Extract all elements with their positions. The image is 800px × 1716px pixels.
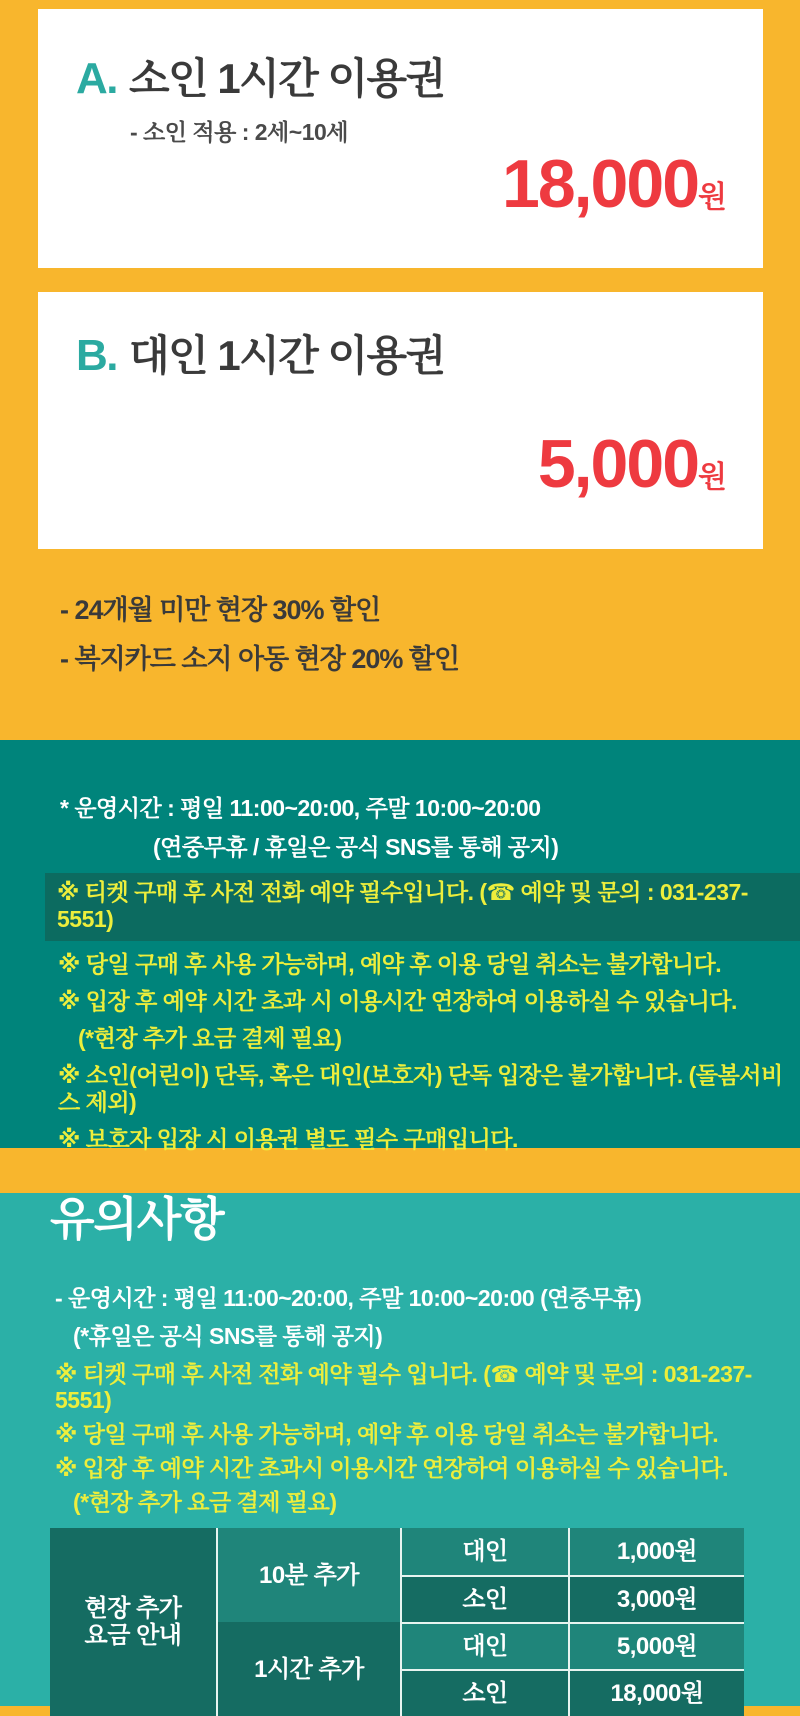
ticket-letter-b: B. xyxy=(76,331,117,380)
table-header-line1: 현장 추가 xyxy=(84,1595,182,1622)
notice-line: ※ 입장 후 예약 시간 초과 시 이용시간 연장하여 이용하실 수 있습니다. xyxy=(58,988,737,1014)
price-cell: 5,000원 xyxy=(568,1622,744,1669)
table-header-cell xyxy=(50,1528,216,1716)
phone-reservation-highlight-row xyxy=(45,873,800,941)
caution-line: ※ 당일 구매 후 사용 가능하며, 예약 후 이용 당일 취소는 불가합니다. xyxy=(55,1421,719,1447)
notice-line: ※ 소인(어린이) 단독, 혹은 대인(보호자) 단독 입장은 불가합니다. (돌봄서비스 제외) xyxy=(58,1062,783,1115)
pricing-section xyxy=(0,0,800,740)
operating-hours-line: * 운영시간 : 평일 11:00~20:00, 주말 10:00~20:00 xyxy=(60,795,541,821)
price-cell: 18,000원 xyxy=(568,1669,744,1716)
price-unit: 원 xyxy=(698,181,727,214)
ticket-title-row xyxy=(38,292,763,380)
duration-cell-10min: 10분 추가 xyxy=(216,1528,400,1622)
price-row xyxy=(38,426,763,517)
ticket-card-b xyxy=(38,292,763,549)
table-header-line2: 요금 안내 xyxy=(84,1622,182,1649)
who-cell: 대인 xyxy=(400,1622,568,1669)
ticket-price: 5,000 xyxy=(537,426,699,502)
phone-reservation-highlight: ※ 티켓 구매 후 사전 전화 예약 필수입니다. (☎ 예약 및 문의 : 031-237-5551) xyxy=(45,873,800,941)
ticket-title: 소인 1시간 이용권 xyxy=(129,55,445,102)
who-cell: 소인 xyxy=(400,1669,568,1716)
ticket-letter-a: A. xyxy=(76,54,117,103)
price-unit: 원 xyxy=(698,461,727,494)
ticket-card-a xyxy=(38,9,763,268)
ticket-price: 18,000 xyxy=(502,146,699,222)
caution-section xyxy=(0,1193,800,1706)
price-cell: 1,000원 xyxy=(568,1528,744,1575)
ticket-title: 대인 1시간 이용권 xyxy=(129,332,445,379)
caution-lines xyxy=(0,1285,800,1515)
who-cell: 대인 xyxy=(400,1528,568,1575)
price-cell: 3,000원 xyxy=(568,1575,744,1622)
fee-table xyxy=(50,1528,744,1716)
duration-cell-1hour: 1시간 추가 xyxy=(216,1622,400,1716)
caution-line: ※ 티켓 구매 후 사전 전화 예약 필수 입니다. (☎ 예약 및 문의 : 031-237-5551) xyxy=(55,1361,752,1413)
price-row xyxy=(38,146,763,237)
discount-line: - 복지카드 소지 아동 현장 20% 할인 xyxy=(60,644,460,674)
notice-line: ※ 당일 구매 후 사용 가능하며, 예약 후 이용 당일 취소는 불가합니다. xyxy=(58,951,722,977)
caution-title: 유의사항 xyxy=(50,1193,224,1245)
caution-line-indent: (*휴일은 공식 SNS를 통해 공지) xyxy=(73,1323,383,1349)
caution-line: ※ 입장 후 예약 시간 초과시 이용시간 연장하여 이용하실 수 있습니다. xyxy=(55,1455,729,1481)
ticket-title-row xyxy=(38,9,763,103)
ticket-subtitle: - 소인 적용 : 2세~10세 xyxy=(130,119,348,145)
notice-line-indent: (*현장 추가 요금 결제 필요) xyxy=(78,1025,342,1051)
notice-line: ※ 보호자 입장 시 이용권 별도 필수 구매입니다. xyxy=(58,1126,518,1152)
caution-line: - 운영시간 : 평일 11:00~20:00, 주말 10:00~20:00 (연중무휴) xyxy=(55,1285,642,1311)
discount-line: - 24개월 미만 현장 30% 할인 xyxy=(60,595,381,625)
operating-notice-section xyxy=(0,740,800,1152)
caution-line-indent: (*현장 추가 요금 결제 필요) xyxy=(73,1489,337,1515)
discount-notes xyxy=(60,595,800,674)
who-cell: 소인 xyxy=(400,1575,568,1622)
holiday-note-line: (연중무휴 / 휴일은 공식 SNS를 통해 공지) xyxy=(153,834,559,860)
